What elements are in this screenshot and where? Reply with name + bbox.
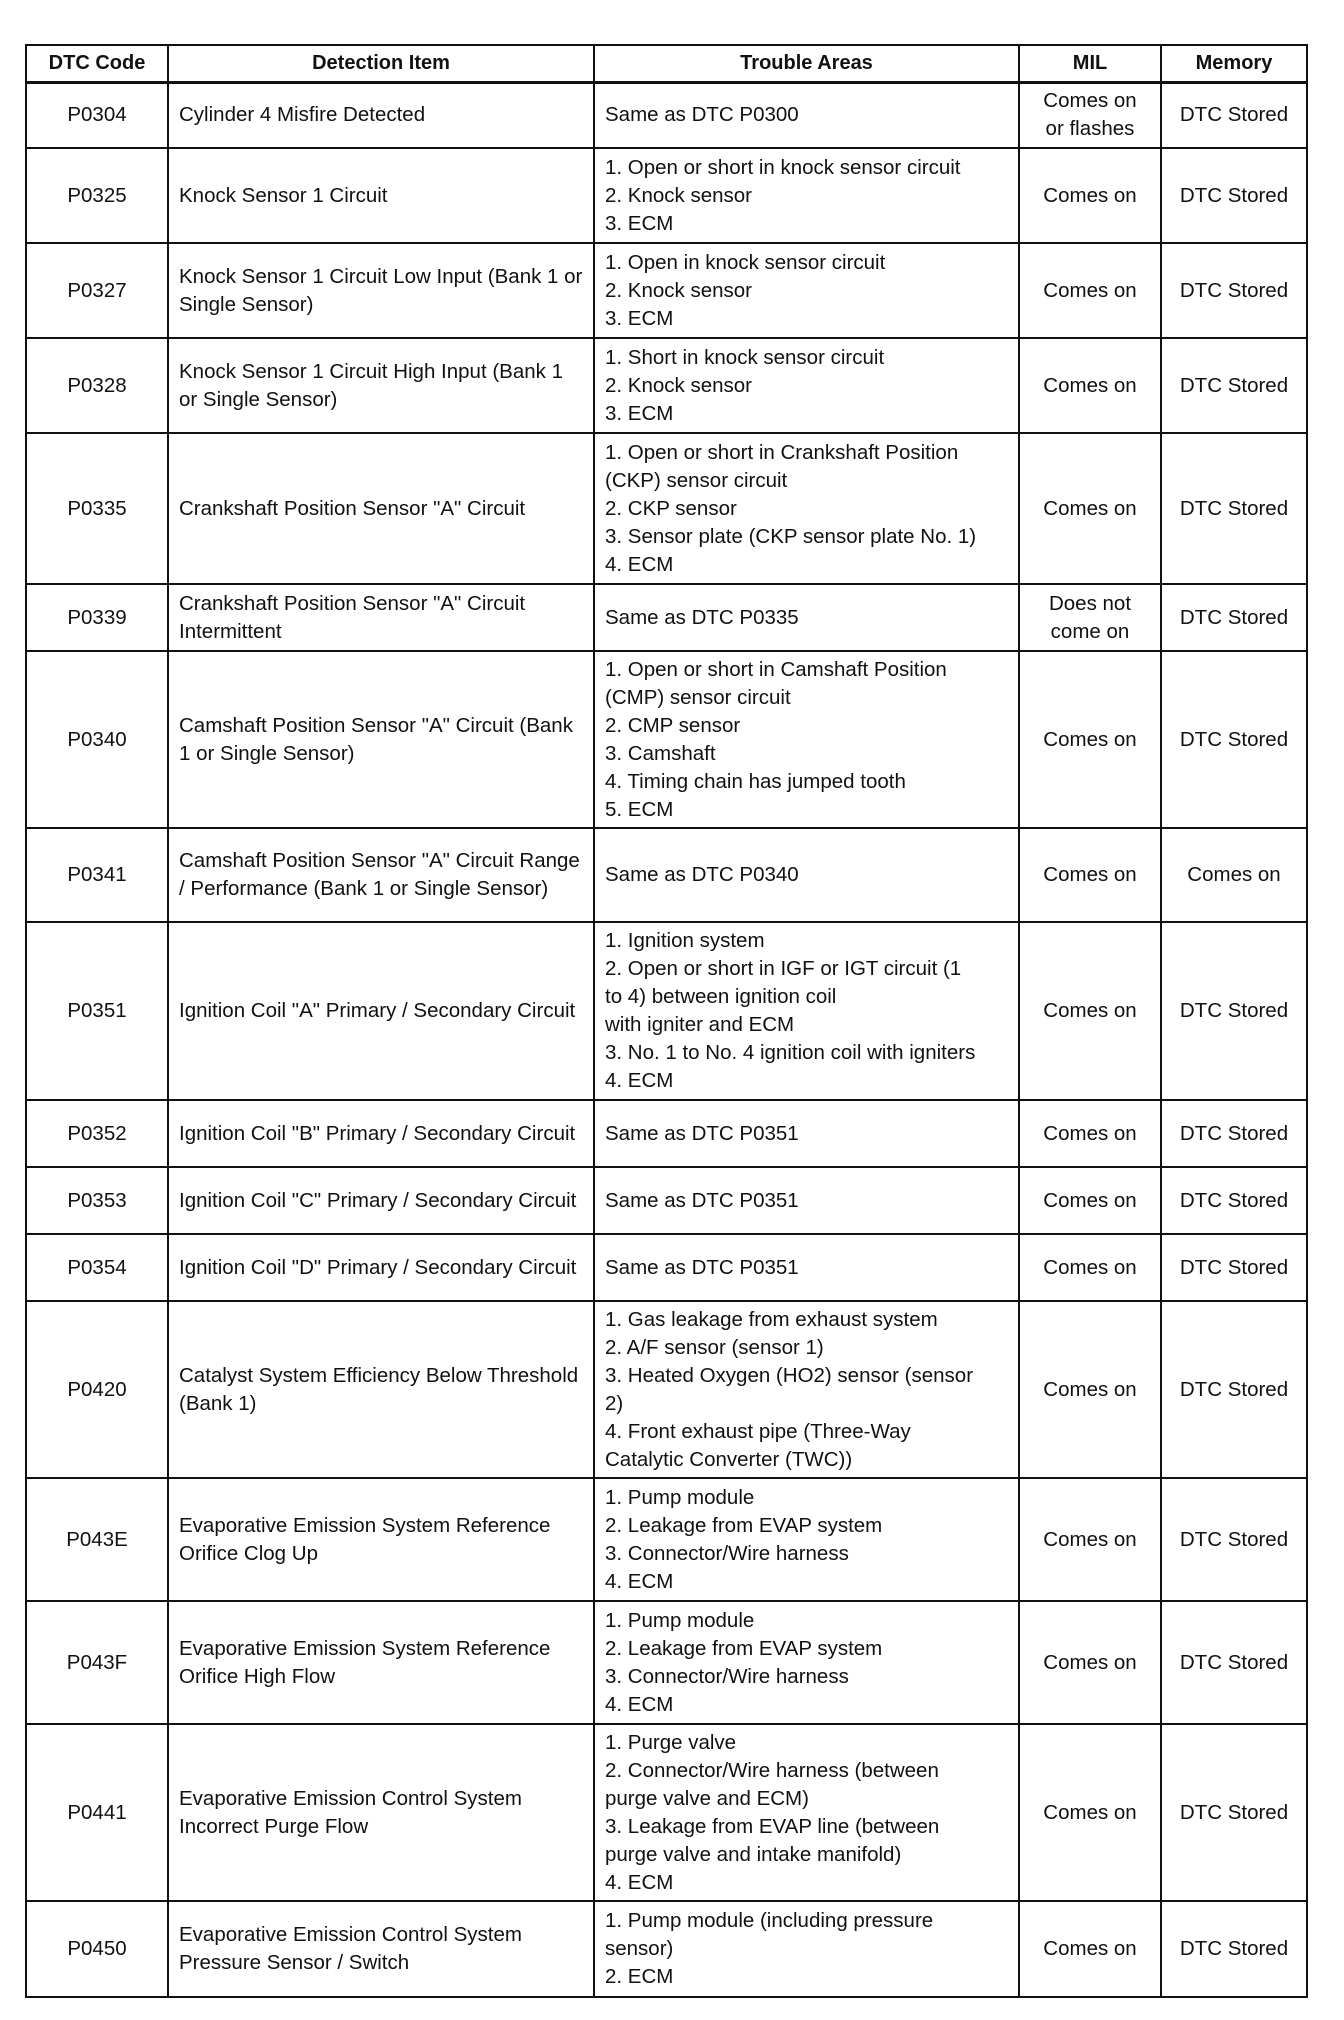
detection-item-cell: Evaporative Emission Control System Incorrect Purge Flow: [168, 1724, 594, 1901]
memory-cell: Comes on: [1161, 828, 1307, 922]
mil-cell: Comes on: [1019, 1478, 1161, 1601]
trouble-areas-cell: [594, 1100, 1019, 1167]
dtc-code-cell: P0325: [26, 148, 168, 243]
trouble-area-line: 3. Sensor plate (CKP sensor plate No. 1): [605, 524, 977, 548]
dtc-code-cell: P043F: [26, 1601, 168, 1724]
mil-cell: Comes on: [1019, 1234, 1161, 1301]
header-dtc-code: DTC Code: [26, 45, 168, 82]
table-row: [26, 1478, 1307, 1601]
detection-item-cell: Knock Sensor 1 Circuit High Input (Bank 1 or Single Sensor): [168, 338, 594, 433]
trouble-area-line: Catalytic Converter (TWC)): [605, 1447, 853, 1471]
memory-cell: DTC Stored: [1161, 82, 1307, 148]
table-row: [26, 922, 1307, 1100]
mil-cell: Comes on: [1019, 1301, 1161, 1478]
table-row: [26, 82, 1307, 148]
trouble-area-line: 5. ECM: [605, 797, 674, 821]
trouble-area-line: 1. Open or short in Camshaft Position: [605, 657, 947, 681]
memory-cell: DTC Stored: [1161, 1167, 1307, 1234]
trouble-area-line: 2. ECM: [605, 1965, 674, 1988]
table-row: [26, 1901, 1307, 1997]
trouble-areas-cell: [594, 1167, 1019, 1234]
dtc-code-cell: P0339: [26, 584, 168, 651]
dtc-code-cell: P0450: [26, 1901, 168, 1997]
trouble-area-line: 4. ECM: [605, 552, 674, 576]
trouble-area-line: Same as DTC P0351: [605, 1255, 799, 1279]
table-row: [26, 1167, 1307, 1234]
trouble-area-line: purge valve and ECM): [605, 1786, 809, 1810]
trouble-areas-cell: [594, 922, 1019, 1100]
trouble-area-line: Same as DTC P0335: [605, 605, 799, 629]
trouble-area-line: 2. Connector/Wire harness (between: [605, 1758, 939, 1782]
table-row: [26, 243, 1307, 338]
trouble-area-line: 2. Knock sensor: [605, 373, 752, 397]
memory-cell: DTC Stored: [1161, 1724, 1307, 1901]
trouble-area-line: 2): [605, 1391, 624, 1415]
trouble-area-line: 2. Leakage from EVAP system: [605, 1513, 883, 1537]
trouble-area-line: (CKP) sensor circuit: [605, 468, 788, 492]
mil-cell: Comes on: [1019, 148, 1161, 243]
trouble-area-line: 1. Purge valve: [605, 1730, 737, 1754]
memory-cell: DTC Stored: [1161, 1301, 1307, 1478]
trouble-area-line: 3. No. 1 to No. 4 ignition coil with igniters: [605, 1041, 976, 1064]
trouble-area-line: purge valve and intake manifold): [605, 1842, 902, 1866]
trouble-area-line: 1. Gas leakage from exhaust system: [605, 1307, 938, 1331]
dtc-code-cell: P0335: [26, 433, 168, 584]
memory-cell: DTC Stored: [1161, 1100, 1307, 1167]
mil-cell: Comes on: [1019, 1724, 1161, 1901]
dtc-code-cell: P0351: [26, 922, 168, 1100]
table-row: [26, 1724, 1307, 1901]
trouble-area-line: 3. Connector/Wire harness: [605, 1664, 849, 1688]
trouble-area-line: Same as DTC P0351: [605, 1188, 799, 1212]
trouble-areas-cell: [594, 1478, 1019, 1601]
detection-item-cell: Cylinder 4 Misfire Detected: [168, 82, 594, 148]
table-row: [26, 1234, 1307, 1301]
trouble-areas-cell: [594, 148, 1019, 243]
header-detection-item: Detection Item: [168, 45, 594, 82]
table-row: [26, 1100, 1307, 1167]
trouble-area-line: 3. Camshaft: [605, 741, 716, 765]
trouble-area-line: 3. ECM: [605, 401, 674, 425]
table-header: [26, 45, 1307, 82]
memory-cell: DTC Stored: [1161, 584, 1307, 651]
trouble-areas-cell: [594, 1601, 1019, 1724]
dtc-code-cell: P0327: [26, 243, 168, 338]
trouble-area-line: 2. Leakage from EVAP system: [605, 1636, 883, 1660]
memory-cell: DTC Stored: [1161, 433, 1307, 584]
header-trouble-areas: Trouble Areas: [594, 45, 1019, 82]
trouble-areas-cell: [594, 82, 1019, 148]
table-row: [26, 148, 1307, 243]
memory-cell: DTC Stored: [1161, 1478, 1307, 1601]
trouble-area-line: 2. CKP sensor: [605, 496, 737, 520]
dtc-code-cell: P0352: [26, 1100, 168, 1167]
mil-cell: Comes on: [1019, 828, 1161, 922]
mil-cell: Comes on: [1019, 1601, 1161, 1724]
detection-item-cell: Ignition Coil "B" Primary / Secondary Circuit: [168, 1100, 594, 1167]
mil-cell: Comes on: [1019, 433, 1161, 584]
trouble-area-line: 1. Open in knock sensor circuit: [605, 250, 886, 274]
trouble-area-line: 3. Connector/Wire harness: [605, 1541, 849, 1565]
memory-cell: DTC Stored: [1161, 651, 1307, 828]
trouble-area-line: 4. ECM: [605, 1692, 674, 1716]
detection-item-cell: Camshaft Position Sensor "A" Circuit (Bank 1 or Single Sensor): [168, 651, 594, 828]
dtc-code-cell: P0328: [26, 338, 168, 433]
memory-cell: DTC Stored: [1161, 243, 1307, 338]
table-row: [26, 338, 1307, 433]
detection-item-cell: Crankshaft Position Sensor "A" Circuit Intermittent: [168, 584, 594, 651]
trouble-area-line: Same as DTC P0300: [605, 103, 799, 127]
memory-cell: DTC Stored: [1161, 338, 1307, 433]
mil-cell: Comes on: [1019, 1100, 1161, 1167]
trouble-area-line: 1. Open or short in knock sensor circuit: [605, 155, 961, 179]
trouble-area-line: Same as DTC P0351: [605, 1121, 799, 1145]
mil-cell: Comes on: [1019, 243, 1161, 338]
trouble-areas-cell: [594, 584, 1019, 651]
trouble-area-line: 2. CMP sensor: [605, 713, 741, 737]
trouble-area-line: 3. Leakage from EVAP line (between: [605, 1814, 940, 1838]
detection-item-cell: Catalyst System Efficiency Below Threshold (Bank 1): [168, 1301, 594, 1478]
dtc-table: [25, 44, 1308, 1998]
table-row: [26, 584, 1307, 651]
memory-cell: DTC Stored: [1161, 1901, 1307, 1997]
trouble-area-line: 3. ECM: [605, 306, 674, 330]
dtc-code-cell: P0441: [26, 1724, 168, 1901]
trouble-area-line: 1. Ignition system: [605, 929, 765, 952]
trouble-areas-cell: [594, 1724, 1019, 1901]
trouble-area-line: 4. ECM: [605, 1569, 674, 1593]
trouble-area-line: 4. ECM: [605, 1069, 674, 1092]
detection-item-cell: Ignition Coil "A" Primary / Secondary Circuit: [168, 922, 594, 1100]
trouble-area-line: with igniter and ECM: [605, 1013, 795, 1036]
table-row: [26, 1301, 1307, 1478]
trouble-area-line: sensor): [605, 1937, 674, 1960]
trouble-areas-cell: [594, 828, 1019, 922]
header-row: [26, 45, 1307, 82]
trouble-area-line: 2. A/F sensor (sensor 1): [605, 1335, 824, 1359]
detection-item-cell: Evaporative Emission Control System Pressure Sensor / Switch: [168, 1901, 594, 1997]
trouble-area-line: 1. Pump module (including pressure: [605, 1909, 934, 1932]
header-mil: MIL: [1019, 45, 1161, 82]
table-row: [26, 651, 1307, 828]
detection-item-cell: Evaporative Emission System Reference Orifice High Flow: [168, 1601, 594, 1724]
mil-cell: Comes on: [1019, 651, 1161, 828]
trouble-area-line: 1. Pump module: [605, 1608, 755, 1632]
detection-item-cell: Knock Sensor 1 Circuit Low Input (Bank 1 or Single Sensor): [168, 243, 594, 338]
detection-item-cell: Crankshaft Position Sensor "A" Circuit: [168, 433, 594, 584]
mil-cell: Comes on: [1019, 1167, 1161, 1234]
memory-cell: DTC Stored: [1161, 1601, 1307, 1724]
table-body: [26, 82, 1307, 1997]
trouble-area-line: (CMP) sensor circuit: [605, 685, 791, 709]
trouble-areas-cell: [594, 1301, 1019, 1478]
trouble-area-line: 2. Knock sensor: [605, 183, 752, 207]
dtc-code-cell: P0353: [26, 1167, 168, 1234]
detection-item-cell: Ignition Coil "D" Primary / Secondary Circuit: [168, 1234, 594, 1301]
dtc-code-cell: P043E: [26, 1478, 168, 1601]
trouble-area-line: 1. Pump module: [605, 1485, 755, 1509]
table-row: [26, 828, 1307, 922]
detection-item-cell: Evaporative Emission System Reference Orifice Clog Up: [168, 1478, 594, 1601]
mil-cell: Comes on: [1019, 1901, 1161, 1997]
trouble-area-line: 4. Timing chain has jumped tooth: [605, 769, 906, 793]
trouble-area-line: 3. Heated Oxygen (HO2) sensor (sensor: [605, 1363, 974, 1387]
detection-item-cell: Camshaft Position Sensor "A" Circuit Range / Performance (Bank 1 or Single Sensor): [168, 828, 594, 922]
trouble-areas-cell: [594, 651, 1019, 828]
trouble-areas-cell: [594, 1901, 1019, 1997]
mil-cell: Does not come on: [1019, 584, 1161, 651]
trouble-area-line: 1. Short in knock sensor circuit: [605, 345, 885, 369]
memory-cell: DTC Stored: [1161, 922, 1307, 1100]
trouble-area-line: 1. Open or short in Crankshaft Position: [605, 440, 959, 464]
table-row: [26, 1601, 1307, 1724]
dtc-code-cell: P0420: [26, 1301, 168, 1478]
trouble-area-line: 4. ECM: [605, 1870, 674, 1894]
trouble-area-line: 4. Front exhaust pipe (Three-Way: [605, 1419, 911, 1443]
trouble-areas-cell: [594, 243, 1019, 338]
trouble-areas-cell: [594, 433, 1019, 584]
mil-cell: Comes on: [1019, 922, 1161, 1100]
trouble-area-line: 2. Knock sensor: [605, 278, 752, 302]
mil-cell: Comes on or flashes: [1019, 82, 1161, 148]
mil-cell: Comes on: [1019, 338, 1161, 433]
memory-cell: DTC Stored: [1161, 148, 1307, 243]
trouble-areas-cell: [594, 338, 1019, 433]
dtc-code-cell: P0354: [26, 1234, 168, 1301]
dtc-code-cell: P0341: [26, 828, 168, 922]
trouble-area-line: to 4) between ignition coil: [605, 985, 837, 1008]
header-memory: Memory: [1161, 45, 1307, 82]
detection-item-cell: Knock Sensor 1 Circuit: [168, 148, 594, 243]
detection-item-cell: Ignition Coil "C" Primary / Secondary Circuit: [168, 1167, 594, 1234]
dtc-code-cell: P0340: [26, 651, 168, 828]
trouble-area-line: Same as DTC P0340: [605, 863, 799, 886]
trouble-area-line: 3. ECM: [605, 211, 674, 235]
table-row: [26, 433, 1307, 584]
trouble-areas-cell: [594, 1234, 1019, 1301]
memory-cell: DTC Stored: [1161, 1234, 1307, 1301]
trouble-area-line: 2. Open or short in IGF or IGT circuit (1: [605, 957, 962, 980]
dtc-code-cell: P0304: [26, 82, 168, 148]
